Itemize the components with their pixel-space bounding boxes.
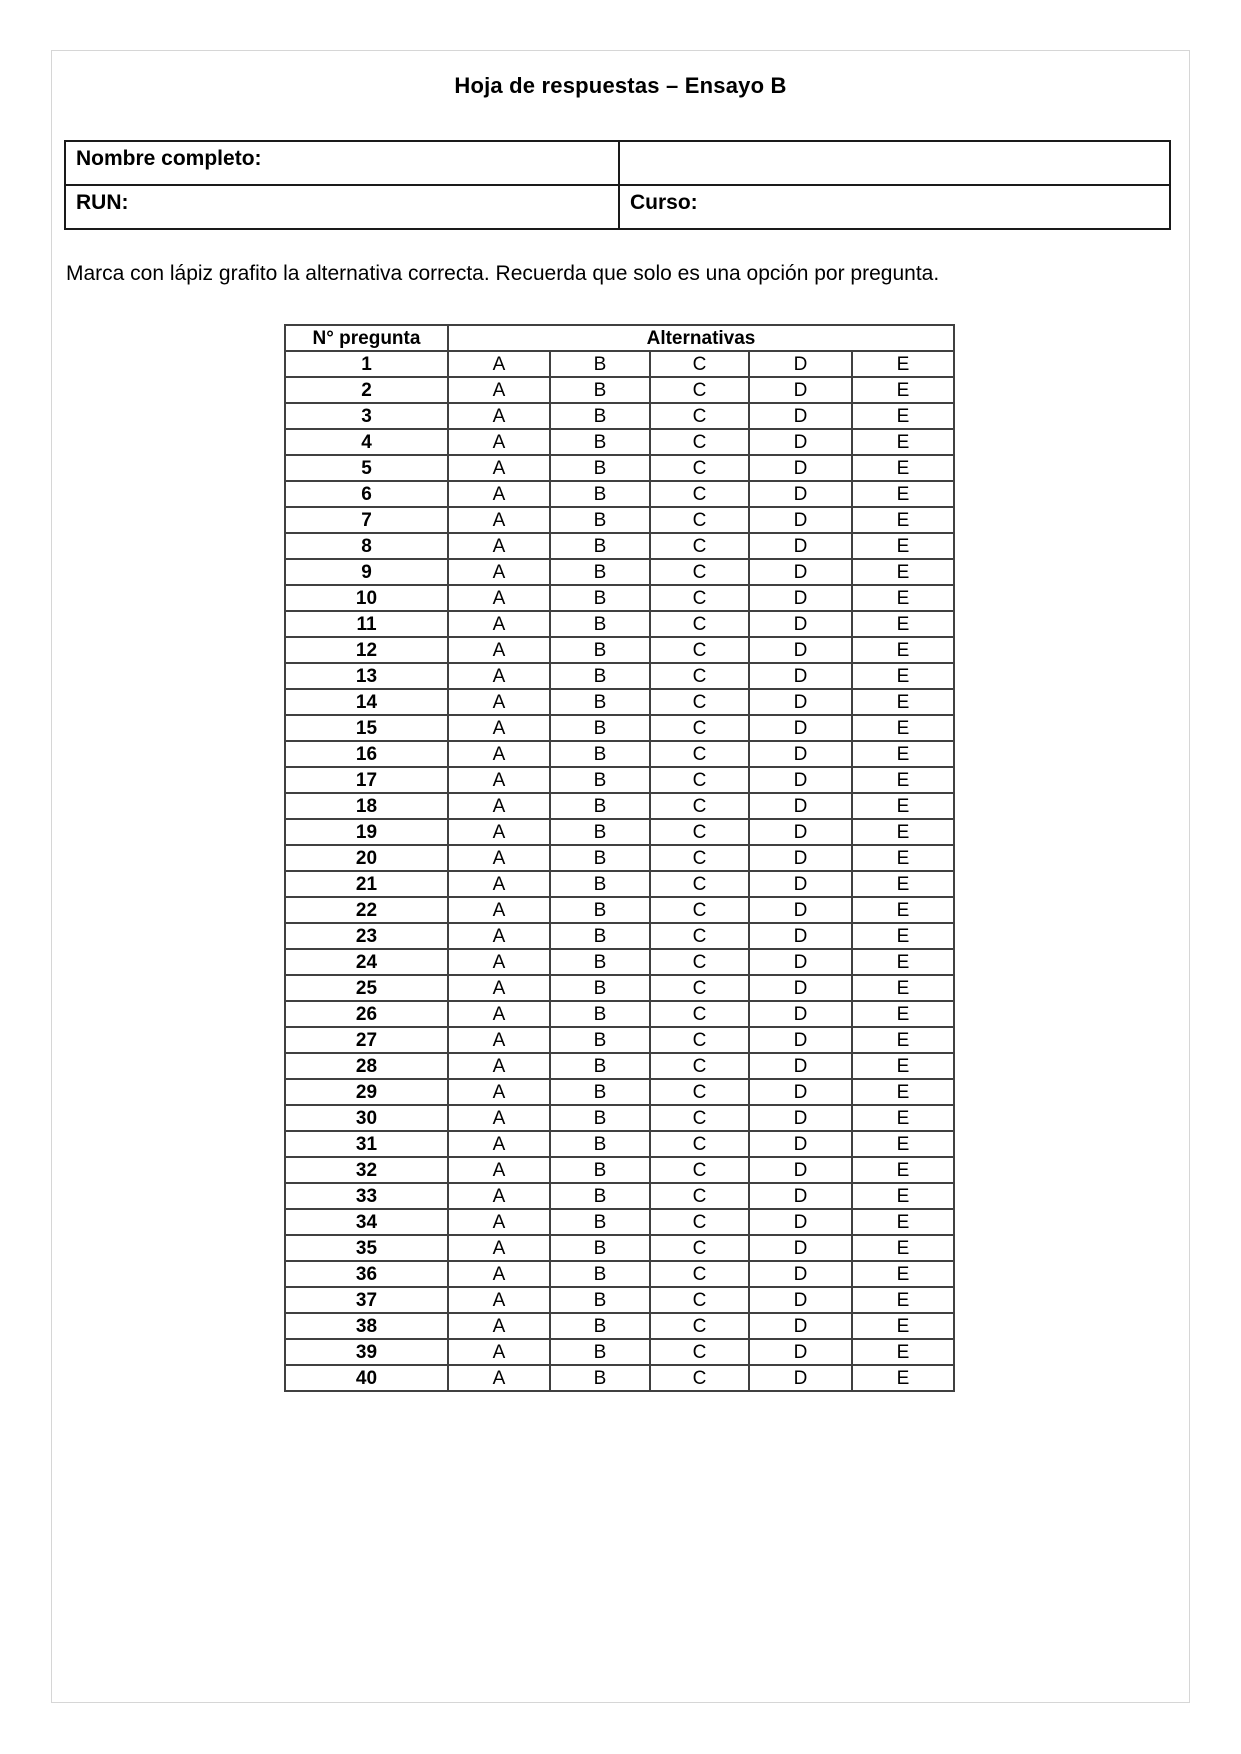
answer-option-c[interactable]: C — [650, 949, 749, 975]
answer-row — [285, 1157, 954, 1183]
answer-option-a[interactable]: A — [448, 429, 550, 455]
question-number: 12 — [285, 637, 448, 663]
answer-option-b[interactable]: B — [550, 689, 650, 715]
answer-option-c[interactable]: C — [650, 611, 749, 637]
run-field-cell[interactable] — [65, 185, 619, 229]
question-number: 34 — [285, 1209, 448, 1235]
answer-row — [285, 1235, 954, 1261]
answer-row — [285, 741, 954, 767]
answer-option-e[interactable]: E — [852, 403, 954, 429]
answer-table-header-row — [285, 325, 954, 351]
answer-option-b[interactable]: B — [550, 1027, 650, 1053]
answer-option-c[interactable]: C — [650, 1339, 749, 1365]
answer-option-b[interactable]: B — [550, 923, 650, 949]
answer-option-a[interactable]: A — [448, 1027, 550, 1053]
question-number: 32 — [285, 1157, 448, 1183]
answer-option-a[interactable]: A — [448, 767, 550, 793]
question-number: 27 — [285, 1027, 448, 1053]
answer-option-b[interactable]: B — [550, 1235, 650, 1261]
answer-option-b[interactable]: B — [550, 1001, 650, 1027]
answer-option-b[interactable]: B — [550, 1261, 650, 1287]
question-number: 20 — [285, 845, 448, 871]
question-number: 26 — [285, 1001, 448, 1027]
answer-option-e[interactable]: E — [852, 975, 954, 1001]
answer-option-a[interactable]: A — [448, 1339, 550, 1365]
question-number: 19 — [285, 819, 448, 845]
answer-option-c[interactable]: C — [650, 1157, 749, 1183]
answer-option-a[interactable]: A — [448, 819, 550, 845]
nombre-field-cell[interactable] — [65, 141, 619, 185]
answer-option-e[interactable]: E — [852, 1287, 954, 1313]
answer-option-b[interactable]: B — [550, 741, 650, 767]
answer-option-d[interactable]: D — [749, 351, 852, 377]
question-number: 17 — [285, 767, 448, 793]
answer-option-a[interactable]: A — [448, 403, 550, 429]
answer-option-e[interactable]: E — [852, 1079, 954, 1105]
answer-option-c[interactable]: C — [650, 741, 749, 767]
answer-option-b[interactable]: B — [550, 1313, 650, 1339]
answer-option-e[interactable]: E — [852, 1053, 954, 1079]
question-column-header: N° pregunta — [285, 325, 448, 351]
answer-option-a[interactable]: A — [448, 715, 550, 741]
answer-option-c[interactable]: C — [650, 481, 749, 507]
question-number: 30 — [285, 1105, 448, 1131]
answer-option-d[interactable]: D — [749, 819, 852, 845]
answer-option-c[interactable]: C — [650, 1313, 749, 1339]
answer-option-a[interactable]: A — [448, 1235, 550, 1261]
answer-option-b[interactable]: B — [550, 637, 650, 663]
answer-option-b[interactable]: B — [550, 1079, 650, 1105]
answer-option-a[interactable]: A — [448, 1313, 550, 1339]
answer-option-e[interactable]: E — [852, 793, 954, 819]
answer-option-a[interactable]: A — [448, 1365, 550, 1391]
answer-option-d[interactable]: D — [749, 507, 852, 533]
answer-option-a[interactable]: A — [448, 1209, 550, 1235]
answer-option-b[interactable]: B — [550, 1131, 650, 1157]
answer-option-d[interactable]: D — [749, 767, 852, 793]
answer-row — [285, 377, 954, 403]
answer-option-a[interactable]: A — [448, 897, 550, 923]
answer-option-b[interactable]: B — [550, 403, 650, 429]
answer-option-e[interactable]: E — [852, 1365, 954, 1391]
answer-table — [284, 324, 955, 1392]
answer-option-c[interactable]: C — [650, 1209, 749, 1235]
answer-option-e[interactable]: E — [852, 611, 954, 637]
answer-option-e[interactable]: E — [852, 507, 954, 533]
answer-option-d[interactable]: D — [749, 1313, 852, 1339]
answer-option-e[interactable]: E — [852, 1131, 954, 1157]
answer-option-b[interactable]: B — [550, 1339, 650, 1365]
answer-option-e[interactable]: E — [852, 637, 954, 663]
answer-option-c[interactable]: C — [650, 1027, 749, 1053]
question-number: 40 — [285, 1365, 448, 1391]
answer-option-d[interactable]: D — [749, 377, 852, 403]
answer-option-b[interactable]: B — [550, 377, 650, 403]
answer-option-e[interactable]: E — [852, 351, 954, 377]
answer-option-d[interactable]: D — [749, 559, 852, 585]
answer-row — [285, 689, 954, 715]
answer-option-c[interactable]: C — [650, 1079, 749, 1105]
answer-option-d[interactable]: D — [749, 1209, 852, 1235]
answer-row — [285, 559, 954, 585]
answer-option-c[interactable]: C — [650, 1183, 749, 1209]
answer-option-d[interactable]: D — [749, 403, 852, 429]
answer-option-a[interactable]: A — [448, 533, 550, 559]
answer-option-b[interactable]: B — [550, 533, 650, 559]
answer-option-b[interactable]: B — [550, 507, 650, 533]
answer-option-c[interactable]: C — [650, 403, 749, 429]
answer-option-e[interactable]: E — [852, 1209, 954, 1235]
answer-option-b[interactable]: B — [550, 819, 650, 845]
answer-option-a[interactable]: A — [448, 741, 550, 767]
info-row-run-curso — [65, 185, 1170, 229]
question-number: 15 — [285, 715, 448, 741]
answer-option-e[interactable]: E — [852, 1235, 954, 1261]
answer-option-c[interactable]: C — [650, 377, 749, 403]
answer-option-e[interactable]: E — [852, 1261, 954, 1287]
instruction-text: Marca con lápiz grafito la alternativa correcta. Recuerda que solo es una opción por pregunta. — [66, 262, 940, 285]
answer-row — [285, 949, 954, 975]
answer-row — [285, 767, 954, 793]
answer-option-a[interactable]: A — [448, 1001, 550, 1027]
answer-option-a[interactable]: A — [448, 793, 550, 819]
answer-option-c[interactable]: C — [650, 845, 749, 871]
answer-option-e[interactable]: E — [852, 845, 954, 871]
answer-row — [285, 637, 954, 663]
question-number: 29 — [285, 1079, 448, 1105]
answer-option-c[interactable]: C — [650, 715, 749, 741]
answer-row — [285, 819, 954, 845]
answer-option-c[interactable]: C — [650, 1287, 749, 1313]
student-info-table — [64, 140, 1171, 230]
answer-row — [285, 871, 954, 897]
answer-row — [285, 403, 954, 429]
answer-option-c[interactable]: C — [650, 1235, 749, 1261]
answer-row — [285, 611, 954, 637]
answer-row — [285, 1001, 954, 1027]
answer-option-e[interactable]: E — [852, 429, 954, 455]
question-number: 9 — [285, 559, 448, 585]
question-number: 33 — [285, 1183, 448, 1209]
answer-option-e[interactable]: E — [852, 715, 954, 741]
answer-option-d[interactable]: D — [749, 663, 852, 689]
answer-row — [285, 715, 954, 741]
answer-option-d[interactable]: D — [749, 455, 852, 481]
answer-option-d[interactable]: D — [749, 793, 852, 819]
answer-option-b[interactable]: B — [550, 1157, 650, 1183]
answer-row — [285, 1131, 954, 1157]
answer-option-a[interactable]: A — [448, 1105, 550, 1131]
answer-row — [285, 481, 954, 507]
answer-row — [285, 1365, 954, 1391]
answer-option-e[interactable]: E — [852, 897, 954, 923]
answer-option-c[interactable]: C — [650, 351, 749, 377]
answer-option-b[interactable]: B — [550, 429, 650, 455]
answer-option-b[interactable]: B — [550, 715, 650, 741]
run-label: RUN: — [76, 191, 129, 214]
question-number: 10 — [285, 585, 448, 611]
answer-option-e[interactable]: E — [852, 455, 954, 481]
nombre-extra-cell[interactable] — [619, 141, 1170, 185]
answer-option-e[interactable]: E — [852, 377, 954, 403]
answer-option-e[interactable]: E — [852, 741, 954, 767]
answer-option-e[interactable]: E — [852, 663, 954, 689]
answer-option-d[interactable]: D — [749, 1365, 852, 1391]
answer-option-e[interactable]: E — [852, 819, 954, 845]
answer-option-d[interactable]: D — [749, 429, 852, 455]
question-number: 24 — [285, 949, 448, 975]
answer-row — [285, 1287, 954, 1313]
question-number: 5 — [285, 455, 448, 481]
answer-option-c[interactable]: C — [650, 507, 749, 533]
answer-option-d[interactable]: D — [749, 871, 852, 897]
question-number: 36 — [285, 1261, 448, 1287]
answer-option-a[interactable]: A — [448, 559, 550, 585]
answer-option-d[interactable]: D — [749, 1339, 852, 1365]
answer-option-e[interactable]: E — [852, 949, 954, 975]
answer-option-b[interactable]: B — [550, 663, 650, 689]
answer-option-c[interactable]: C — [650, 455, 749, 481]
question-number: 3 — [285, 403, 448, 429]
question-number: 28 — [285, 1053, 448, 1079]
answer-row — [285, 793, 954, 819]
answer-option-c[interactable]: C — [650, 1131, 749, 1157]
question-number: 8 — [285, 533, 448, 559]
answer-row — [285, 351, 954, 377]
answer-option-a[interactable]: A — [448, 1183, 550, 1209]
answer-row — [285, 1261, 954, 1287]
answer-option-d[interactable]: D — [749, 1235, 852, 1261]
answer-option-e[interactable]: E — [852, 559, 954, 585]
answer-option-b[interactable]: B — [550, 585, 650, 611]
answer-option-d[interactable]: D — [749, 611, 852, 637]
answer-row — [285, 1079, 954, 1105]
answer-option-c[interactable]: C — [650, 1105, 749, 1131]
answer-option-d[interactable]: D — [749, 1027, 852, 1053]
answer-option-b[interactable]: B — [550, 1365, 650, 1391]
answer-option-a[interactable]: A — [448, 975, 550, 1001]
question-number: 1 — [285, 351, 448, 377]
answer-option-d[interactable]: D — [749, 1001, 852, 1027]
answer-option-e[interactable]: E — [852, 923, 954, 949]
answer-option-b[interactable]: B — [550, 611, 650, 637]
answer-option-a[interactable]: A — [448, 845, 550, 871]
answer-option-d[interactable]: D — [749, 637, 852, 663]
answer-option-a[interactable]: A — [448, 663, 550, 689]
answer-option-b[interactable]: B — [550, 351, 650, 377]
question-number: 21 — [285, 871, 448, 897]
question-number: 37 — [285, 1287, 448, 1313]
question-number: 13 — [285, 663, 448, 689]
answer-option-e[interactable]: E — [852, 1105, 954, 1131]
answer-option-c[interactable]: C — [650, 897, 749, 923]
answer-option-a[interactable]: A — [448, 1287, 550, 1313]
answer-row — [285, 429, 954, 455]
nombre-label: Nombre completo: — [76, 147, 262, 170]
answer-option-a[interactable]: A — [448, 455, 550, 481]
answer-row — [285, 663, 954, 689]
answer-row — [285, 1183, 954, 1209]
answer-option-b[interactable]: B — [550, 1287, 650, 1313]
answer-option-a[interactable]: A — [448, 637, 550, 663]
answer-option-c[interactable]: C — [650, 637, 749, 663]
page-title: Hoja de respuestas – Ensayo B — [454, 73, 787, 98]
answer-option-b[interactable]: B — [550, 559, 650, 585]
answer-option-a[interactable]: A — [448, 481, 550, 507]
answer-row — [285, 845, 954, 871]
answer-option-a[interactable]: A — [448, 871, 550, 897]
answer-option-b[interactable]: B — [550, 871, 650, 897]
answer-row — [285, 1027, 954, 1053]
answer-option-c[interactable]: C — [650, 871, 749, 897]
answer-option-d[interactable]: D — [749, 481, 852, 507]
question-number: 2 — [285, 377, 448, 403]
answer-row — [285, 585, 954, 611]
answer-option-e[interactable]: E — [852, 585, 954, 611]
answer-option-b[interactable]: B — [550, 481, 650, 507]
answer-option-d[interactable]: D — [749, 1261, 852, 1287]
answer-option-e[interactable]: E — [852, 1157, 954, 1183]
answer-option-c[interactable]: C — [650, 819, 749, 845]
answer-option-c[interactable]: C — [650, 585, 749, 611]
answer-option-a[interactable]: A — [448, 1053, 550, 1079]
question-number: 6 — [285, 481, 448, 507]
answer-option-d[interactable]: D — [749, 1183, 852, 1209]
answer-option-d[interactable]: D — [749, 689, 852, 715]
answer-option-c[interactable]: C — [650, 767, 749, 793]
answer-row — [285, 507, 954, 533]
answer-option-e[interactable]: E — [852, 871, 954, 897]
question-number: 14 — [285, 689, 448, 715]
answer-option-d[interactable]: D — [749, 1287, 852, 1313]
answer-option-c[interactable]: C — [650, 533, 749, 559]
curso-field-cell[interactable] — [619, 185, 1170, 229]
answer-option-c[interactable]: C — [650, 559, 749, 585]
answer-option-e[interactable]: E — [852, 1183, 954, 1209]
answer-option-e[interactable]: E — [852, 1001, 954, 1027]
answer-row — [285, 1053, 954, 1079]
answer-option-d[interactable]: D — [749, 1131, 852, 1157]
answer-row — [285, 1209, 954, 1235]
answer-option-b[interactable]: B — [550, 793, 650, 819]
answer-option-a[interactable]: A — [448, 377, 550, 403]
answer-row — [285, 533, 954, 559]
answers-body — [285, 351, 954, 1391]
answer-row — [285, 923, 954, 949]
answer-option-d[interactable]: D — [749, 585, 852, 611]
answer-option-c[interactable]: C — [650, 1365, 749, 1391]
answer-row — [285, 455, 954, 481]
answer-option-d[interactable]: D — [749, 975, 852, 1001]
alternatives-column-header: Alternativas — [448, 325, 954, 351]
answer-option-b[interactable]: B — [550, 845, 650, 871]
answer-option-c[interactable]: C — [650, 689, 749, 715]
answer-option-e[interactable]: E — [852, 689, 954, 715]
question-number: 22 — [285, 897, 448, 923]
answer-option-d[interactable]: D — [749, 845, 852, 871]
answer-option-d[interactable]: D — [749, 741, 852, 767]
question-number: 25 — [285, 975, 448, 1001]
answer-row — [285, 897, 954, 923]
answer-option-e[interactable]: E — [852, 767, 954, 793]
answer-row — [285, 975, 954, 1001]
answer-option-b[interactable]: B — [550, 1105, 650, 1131]
answer-option-c[interactable]: C — [650, 923, 749, 949]
answer-option-a[interactable]: A — [448, 923, 550, 949]
question-number: 4 — [285, 429, 448, 455]
answer-option-a[interactable]: A — [448, 611, 550, 637]
answer-option-d[interactable]: D — [749, 1079, 852, 1105]
curso-label: Curso: — [630, 191, 698, 214]
answer-option-b[interactable]: B — [550, 949, 650, 975]
answer-option-b[interactable]: B — [550, 975, 650, 1001]
answer-option-d[interactable]: D — [749, 1053, 852, 1079]
answer-option-b[interactable]: B — [550, 767, 650, 793]
question-number: 16 — [285, 741, 448, 767]
answer-option-d[interactable]: D — [749, 533, 852, 559]
answer-option-a[interactable]: A — [448, 507, 550, 533]
answer-option-d[interactable]: D — [749, 897, 852, 923]
question-number: 35 — [285, 1235, 448, 1261]
answer-option-b[interactable]: B — [550, 1053, 650, 1079]
answer-option-d[interactable]: D — [749, 1105, 852, 1131]
answer-option-a[interactable]: A — [448, 689, 550, 715]
answer-option-c[interactable]: C — [650, 793, 749, 819]
answer-option-c[interactable]: C — [650, 1053, 749, 1079]
answer-option-e[interactable]: E — [852, 1339, 954, 1365]
answer-option-d[interactable]: D — [749, 923, 852, 949]
answer-option-b[interactable]: B — [550, 1183, 650, 1209]
answer-option-a[interactable]: A — [448, 351, 550, 377]
question-number: 39 — [285, 1339, 448, 1365]
question-number: 11 — [285, 611, 448, 637]
answer-option-d[interactable]: D — [749, 949, 852, 975]
answer-option-a[interactable]: A — [448, 585, 550, 611]
answer-row — [285, 1105, 954, 1131]
answer-option-d[interactable]: D — [749, 1157, 852, 1183]
answer-option-a[interactable]: A — [448, 1157, 550, 1183]
answer-option-b[interactable]: B — [550, 897, 650, 923]
answer-option-e[interactable]: E — [852, 481, 954, 507]
question-number: 38 — [285, 1313, 448, 1339]
answer-option-e[interactable]: E — [852, 1313, 954, 1339]
answer-option-a[interactable]: A — [448, 949, 550, 975]
answer-option-b[interactable]: B — [550, 455, 650, 481]
answer-option-c[interactable]: C — [650, 1261, 749, 1287]
info-row-nombre — [65, 141, 1170, 185]
answer-option-c[interactable]: C — [650, 1001, 749, 1027]
question-number: 23 — [285, 923, 448, 949]
answer-option-b[interactable]: B — [550, 1209, 650, 1235]
question-number: 7 — [285, 507, 448, 533]
answer-option-d[interactable]: D — [749, 715, 852, 741]
answer-row — [285, 1313, 954, 1339]
answer-option-a[interactable]: A — [448, 1261, 550, 1287]
question-number: 18 — [285, 793, 448, 819]
answer-row — [285, 1339, 954, 1365]
answer-option-e[interactable]: E — [852, 533, 954, 559]
answer-option-a[interactable]: A — [448, 1131, 550, 1157]
answer-option-a[interactable]: A — [448, 1079, 550, 1105]
answer-option-c[interactable]: C — [650, 975, 749, 1001]
answer-option-c[interactable]: C — [650, 429, 749, 455]
answer-option-e[interactable]: E — [852, 1027, 954, 1053]
question-number: 31 — [285, 1131, 448, 1157]
answer-option-c[interactable]: C — [650, 663, 749, 689]
